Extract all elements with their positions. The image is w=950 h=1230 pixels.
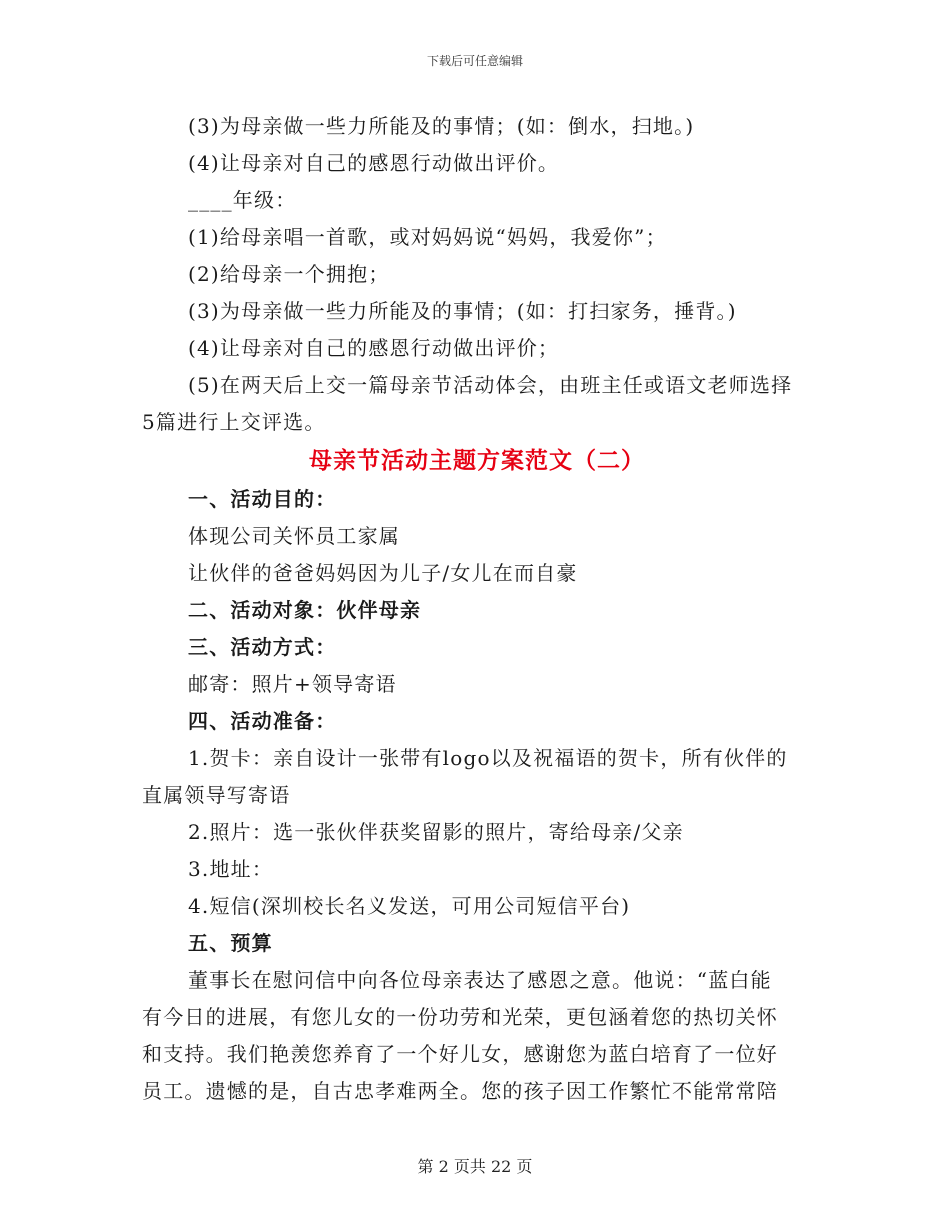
paragraph-line: 员工。遗憾的是，自古忠孝难两全。您的孩子因工作繁忙不能常常陪 (142, 1079, 778, 1103)
list-item: (2)给母亲一个拥抱； (188, 262, 390, 286)
section-heading: 二、活动对象：伙伴母亲 (188, 598, 422, 622)
section-heading: 一、活动目的： (188, 487, 337, 511)
body-line: 邮寄：照片+领导寄语 (188, 672, 397, 696)
paragraph-line: 董事长在慰问信中向各位母亲表达了感恩之意。他说：“蓝白能 (188, 968, 772, 992)
list-item: (5)在两天后上交一篇母亲节活动体会，由班主任或语文老师选择 (188, 373, 793, 397)
list-item: 1.贺卡：亲自设计一张带有logo以及祝福语的贺卡，所有伙伴的 (188, 746, 788, 770)
document-body (142, 108, 812, 1110)
section-heading: 四、活动准备： (188, 709, 337, 733)
list-item: (4)让母亲对自己的感恩行动做出评价； (188, 336, 560, 360)
list-item: 2.照片：选一张伙伴获奖留影的照片，寄给母亲/父亲 (188, 820, 684, 844)
section-heading: 五、预算 (188, 931, 273, 955)
grade-label: ____年级： (188, 188, 297, 212)
list-item-continuation: 直属领导写寄语 (142, 783, 291, 807)
section-heading: 三、活动方式： (188, 635, 337, 659)
body-line: 让伙伴的爸爸妈妈因为儿子/女儿在而自豪 (188, 561, 578, 585)
list-item: 4.短信(深圳校长名义发送，可用公司短信平台) (188, 894, 631, 918)
section-title: 母亲节活动主题方案范文（二） (309, 447, 645, 474)
list-item: 3.地址： (188, 857, 274, 881)
list-item: (4)让母亲对自己的感恩行动做出评价。 (188, 151, 560, 175)
paragraph-line: 有今日的进展，有您儿女的一份功劳和光荣，更包涵着您的热切关怀 (142, 1005, 778, 1029)
list-item: (3)为母亲做一些力所能及的事情；(如：打扫家务，捶背。) (188, 299, 737, 323)
list-item: (1)给母亲唱一首歌，或对妈妈说“妈妈，我爱你”； (188, 225, 667, 249)
body-line: 体现公司关怀员工家属 (188, 524, 400, 548)
list-item-continuation: 5篇进行上交评选。 (142, 410, 326, 434)
page-header: 下载后可任意编辑 (426, 54, 523, 68)
page-footer: 第 2 页共 22 页 (417, 1157, 533, 1176)
paragraph-line: 和支持。我们艳羡您养育了一个好儿女，感谢您为蓝白培育了一位好 (142, 1042, 778, 1066)
list-item: (3)为母亲做一些力所能及的事情；(如：倒水，扫地。) (188, 114, 695, 138)
